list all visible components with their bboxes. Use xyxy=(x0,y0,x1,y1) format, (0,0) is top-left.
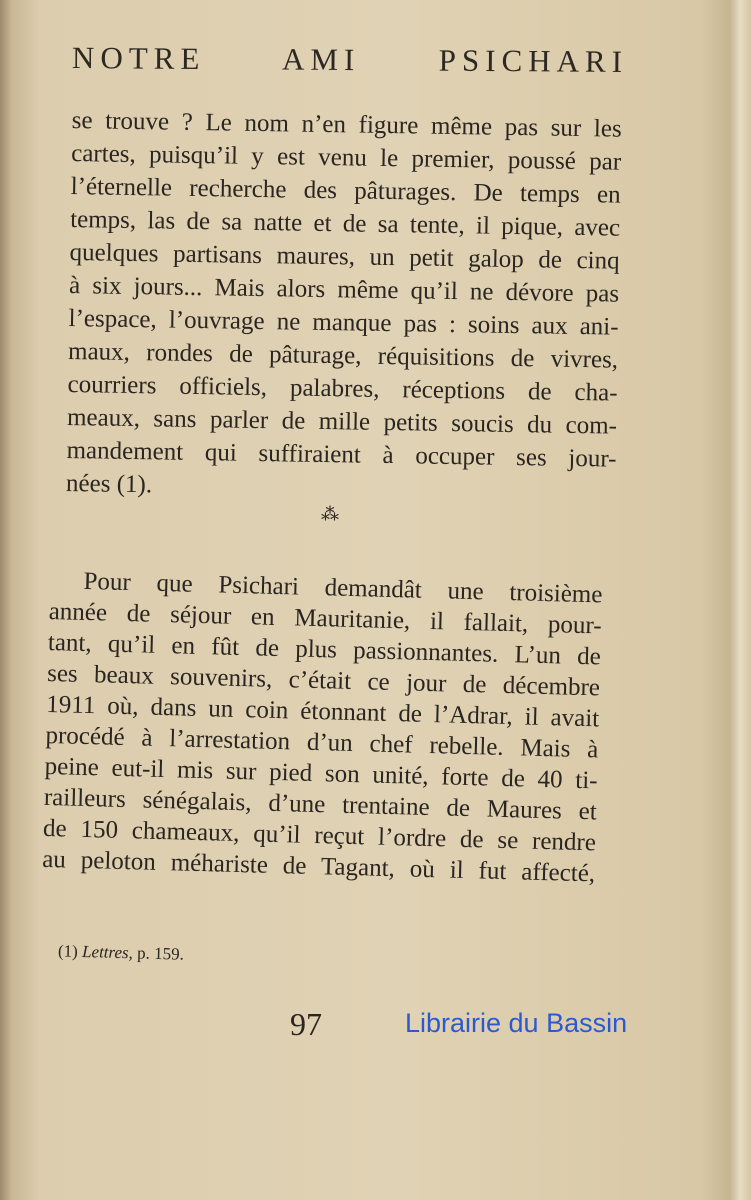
text-line: à six jours... Mais alors même qu’il ne dévore pas xyxy=(68,271,620,308)
text-line: l’éternelle recherche des pâturages. De temps en xyxy=(70,172,621,209)
text-line: l’espace, l’ouvrage ne manque pas : soins aux ani- xyxy=(68,304,619,341)
text-line: tant, qu’il en fût de plus passionnantes. L’un de xyxy=(47,628,602,671)
text-line: Pour que Psichari demandât une troisième xyxy=(83,567,603,609)
text-line: maux, rondes de pâturage, réquisitions de vivres, xyxy=(67,337,619,374)
text-line: 1911 où, dans un coin étonnant de l’Adrar, il avait xyxy=(45,690,600,733)
text-line: cartes, puisqu’il y est venu le premier, poussé par xyxy=(71,139,622,176)
text-line: procédé à l’arrestation d’un chef rebelle. Mais à xyxy=(45,721,599,764)
text-line: au peloton méhariste de Tagant, où il fut affecté, xyxy=(41,845,596,888)
page-number: 97 xyxy=(290,1006,322,1042)
text-line: peine eut-il mis sur pied son unité, forte de 40 ti- xyxy=(44,752,598,795)
text-line: nées (1). xyxy=(65,469,153,499)
text-line: se trouve ? Le nom n’en figure même pas sur les xyxy=(71,106,622,143)
text-line: mandement qui suffiraient à occuper ses jour- xyxy=(66,436,617,473)
text-line: meaux, sans parler de mille petits soucis du com- xyxy=(66,403,618,440)
footnote-marker: (1) xyxy=(57,941,79,961)
text-line: de 150 chameaux, qu’il reçut l’ordre de se rendre xyxy=(42,814,597,857)
text-line: quelques partisans maures, un petit galop de cinq xyxy=(69,238,620,275)
paragraph-2 xyxy=(42,565,603,889)
paragraph-1 xyxy=(66,104,622,509)
text-line: temps, las de sa natte et de sa tente, il pique, avec xyxy=(69,205,621,242)
running-title: NOTRE AMI PSICHARI xyxy=(71,40,629,79)
text-line: année de séjour en Mauritanie, il fallait, pour- xyxy=(48,597,602,640)
watermark: Librairie du Bassin xyxy=(405,1008,628,1038)
asterism-ornament: ⁂ xyxy=(321,504,339,524)
footnote-page: p. 159. xyxy=(136,943,185,964)
footnote xyxy=(58,941,184,964)
text-line: ses beaux souvenirs, c’était ce jour de décembre xyxy=(46,659,601,702)
footnote-source: Lettres, xyxy=(81,941,134,963)
text-line: courriers officiels, palabres, réceptions de cha- xyxy=(67,370,618,407)
text-line: railleurs sénégalais, d’une trentaine de Maures et xyxy=(43,783,598,826)
